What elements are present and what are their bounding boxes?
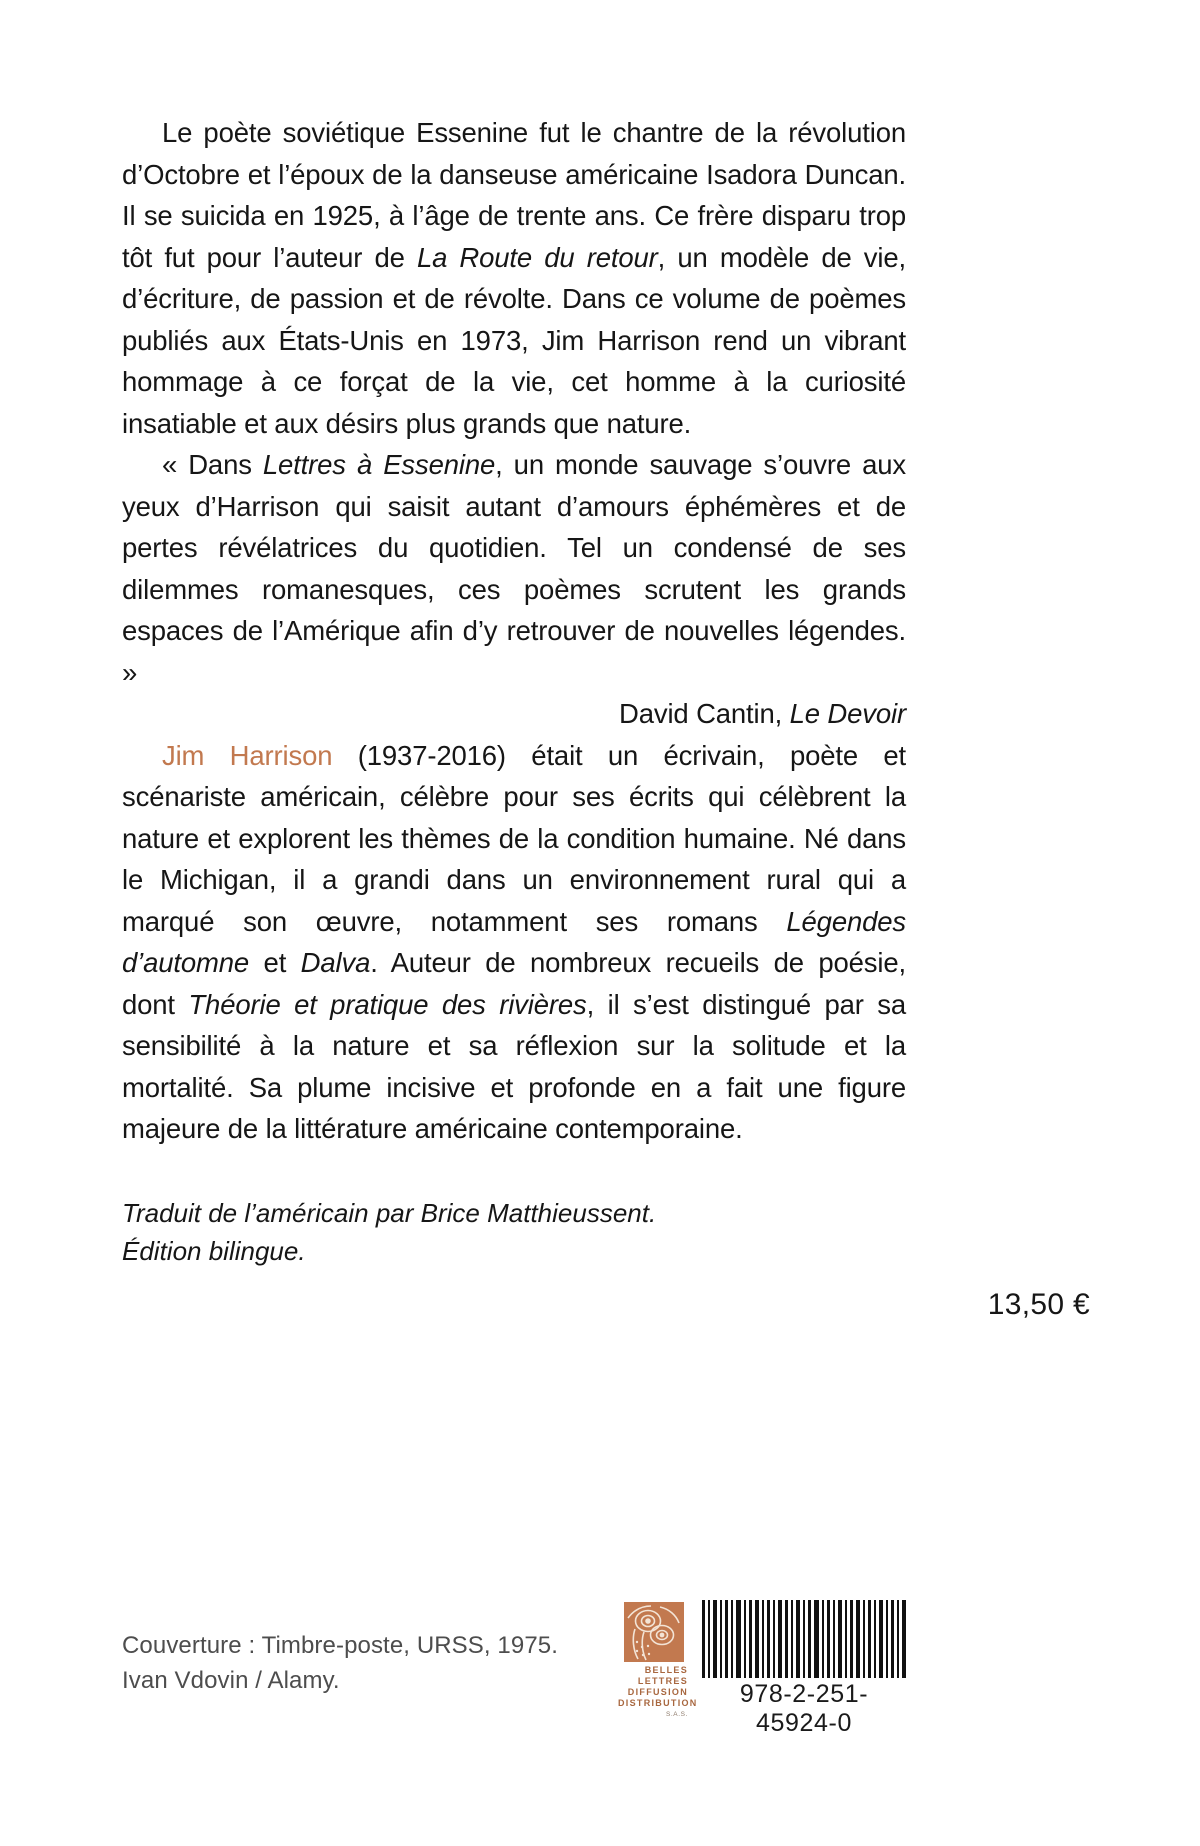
bio-part-5: . Auteur de nombreux recueils de poésie, dont [122,947,906,1020]
attribution-author: David Cantin, [619,698,790,729]
author-biography [122,735,906,1150]
price-label: 13,50 € [987,1288,1090,1321]
isbn-number: 978-2-251-45924-0 [739,1680,869,1737]
author-name-highlight: Jim Harrison [162,739,333,771]
cover-credit-line-1: Couverture : Timbre-poste, URSS, 1975. [122,1632,558,1659]
bio-part-7: , il s’est distingué par sa sensibilité à la nature et sa réflexion sur la solitude et la mortalité. Sa plume incisive et profonde en a fait une figure majeure de la littérature américaine contemporaine. [122,988,906,1144]
quote-attribution [122,693,906,735]
barcode-block [700,1600,910,1738]
blurb-p2-part-3: , un monde sauvage s’ouvre aux yeux d’Harrison qui saisit autant d’amours éphémères et de pertes révélatrices du quotidien. Tel un condensé de ses dilemmes romanesques, ces poèmes scrutent les grands espaces de l’Amérique afin d’y retrouver de nouvelles légendes. » [122,449,906,688]
book-title-dalva: Dalva [300,947,371,978]
publisher-name-line-4: S.A.S. [665,1711,688,1718]
translation-credit: Traduit de l’américain par Brice Matthieussent. [122,1197,657,1228]
ean13-barcode-icon [700,1600,908,1678]
edition-credits [122,1194,906,1270]
attribution-publication: Le Devoir [789,698,906,729]
book-title-legendes-dautomne: Légendes d’automne [122,905,906,978]
cover-credit-line-2: Ivan Vdovin / Alamy. [122,1667,340,1694]
publisher-logo [618,1602,698,1720]
book-title-theorie-et-pratique-des-rivieres: Théorie et pratique des rivières [188,988,587,1020]
blurb-p2-part-1: « Dans [162,449,263,480]
book-title-la-route-du-retour: La Route du retour [416,241,658,273]
publisher-logo-text [618,1665,698,1720]
publisher-name-line-1: BELLES LETTRES [637,1665,688,1686]
bio-part-3: et [249,947,301,978]
edition-credit: Édition bilingue. [122,1235,306,1266]
blurb-paragraph-2-quote [122,444,906,693]
owl-logo-icon [624,1602,684,1662]
publisher-name-line-3: DISTRIBUTION [618,1698,698,1708]
back-cover-text-column [122,112,906,1270]
blurb-p1-part-3: , un modèle de vie, d’écriture, de passion et de révolte. Dans ce volume de poèmes publiés aux États-Unis en 1973, Jim Harrison rend un vibrant hommage à ce forçat de la vie, cet homme à la curiosité insatiable et aux désirs plus grands que nature. [122,241,906,439]
bio-part-1: (1937-2016) était un écrivain, poète et scénariste américain, célèbre pour ses écrits qui célèbrent la nature et explorent les thèmes de la condition humaine. Né dans le Michigan, il a grandi dans un environnement rural qui a marqué son œuvre, notamment ses romans [122,739,907,937]
book-title-lettres-a-essenine: Lettres à Essenine [262,449,496,480]
blurb-p1-part-1: Le poète soviétique Essenine fut le chantre de la révolution d’Octobre et l’époux de la danseuse américaine Isadora Duncan. Il se suicida en 1925, à l’âge de trente ans. Ce frère disparu trop tôt fut pour l’auteur de [122,117,906,273]
bottom-band [0,1600,1200,1780]
blurb-paragraph-1 [122,112,906,444]
publisher-name-line-2: DIFFUSION [627,1687,688,1697]
cover-image-credit [122,1628,558,1698]
